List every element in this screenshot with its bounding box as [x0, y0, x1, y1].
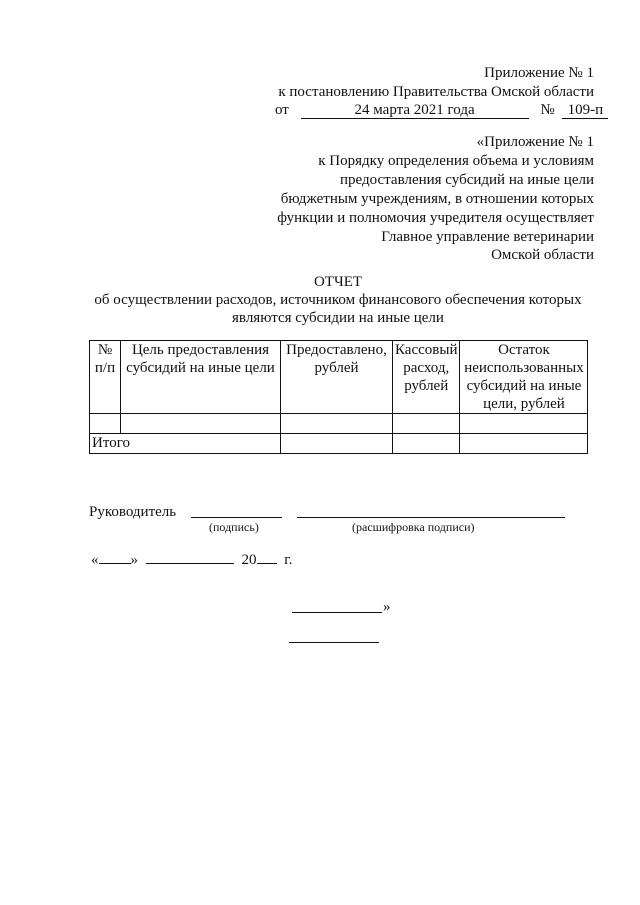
- appendix-label: Приложение № 1: [484, 65, 594, 81]
- day-blank: [99, 563, 131, 564]
- closing-line: [292, 612, 382, 613]
- inner-appendix-line-5: функции и полномочия учредителя осуществляет: [277, 210, 594, 226]
- col-header-number: № п/п: [90, 341, 121, 414]
- year-blank: [257, 563, 277, 564]
- table-cell[interactable]: [460, 414, 588, 434]
- from-label: от: [275, 102, 289, 118]
- table-row: [90, 414, 588, 434]
- signature-caption: (подпись): [209, 520, 259, 534]
- decree-number: 109-п: [562, 102, 608, 119]
- closing-quote: »: [383, 599, 391, 615]
- col-header-cash-expense: Кассовый расход, рублей: [393, 341, 460, 414]
- inner-appendix-line-7: Омской области: [491, 247, 594, 263]
- report-subtitle-line-1: об осуществлении расходов, источником финансового обеспечения которых: [94, 292, 582, 308]
- report-title: ОТЧЕТ: [313, 274, 363, 290]
- date-close-quote: »: [130, 552, 138, 568]
- inner-appendix-line-2: к Порядку определения объема и условиям: [318, 153, 594, 169]
- decree-reference: к постановлению Правительства Омской области: [278, 84, 594, 100]
- table-cell[interactable]: [393, 434, 460, 454]
- date-line: [91, 551, 292, 570]
- col-header-provided: Предоставлено, рублей: [281, 341, 393, 414]
- decree-date-line: [275, 101, 608, 120]
- inner-appendix-line-6: Главное управление ветеринарии: [381, 229, 594, 245]
- inner-appendix-line-3: предоставления субсидий на иные цели: [340, 172, 594, 188]
- table-cell[interactable]: [121, 414, 281, 434]
- year-prefix: 20: [241, 552, 257, 568]
- report-subtitle-line-2: являются субсидии на иные цели: [232, 310, 444, 326]
- table-cell[interactable]: [281, 414, 393, 434]
- table-total-row: [90, 434, 588, 454]
- head-label: Руководитель: [89, 504, 177, 520]
- signature-line: [191, 517, 282, 518]
- report-table: [89, 340, 588, 454]
- col-header-remaining: Остаток неиспользованных субсидий на иные цели, рублей: [460, 341, 588, 414]
- date-open-quote: «: [91, 552, 99, 568]
- number-label: №: [540, 102, 555, 118]
- table-cell[interactable]: [460, 434, 588, 454]
- year-suffix: г.: [284, 552, 293, 568]
- month-blank: [146, 563, 234, 564]
- inner-appendix-line-1: «Приложение № 1: [476, 134, 594, 150]
- inner-appendix-line-4: бюджетным учреждениям, в отношении которых: [280, 191, 594, 207]
- total-label: Итого: [90, 434, 281, 454]
- decree-date: 24 марта 2021 года: [301, 102, 529, 119]
- table-header-row: [90, 341, 588, 414]
- decode-caption: (расшифровка подписи): [352, 520, 475, 534]
- table-cell[interactable]: [281, 434, 393, 454]
- col-header-purpose: Цель предоставления субсидий на иные цели: [121, 341, 281, 414]
- table-cell[interactable]: [90, 414, 121, 434]
- signature-decode-line: [297, 517, 565, 518]
- closing-separator: [289, 642, 379, 643]
- table-cell[interactable]: [393, 414, 460, 434]
